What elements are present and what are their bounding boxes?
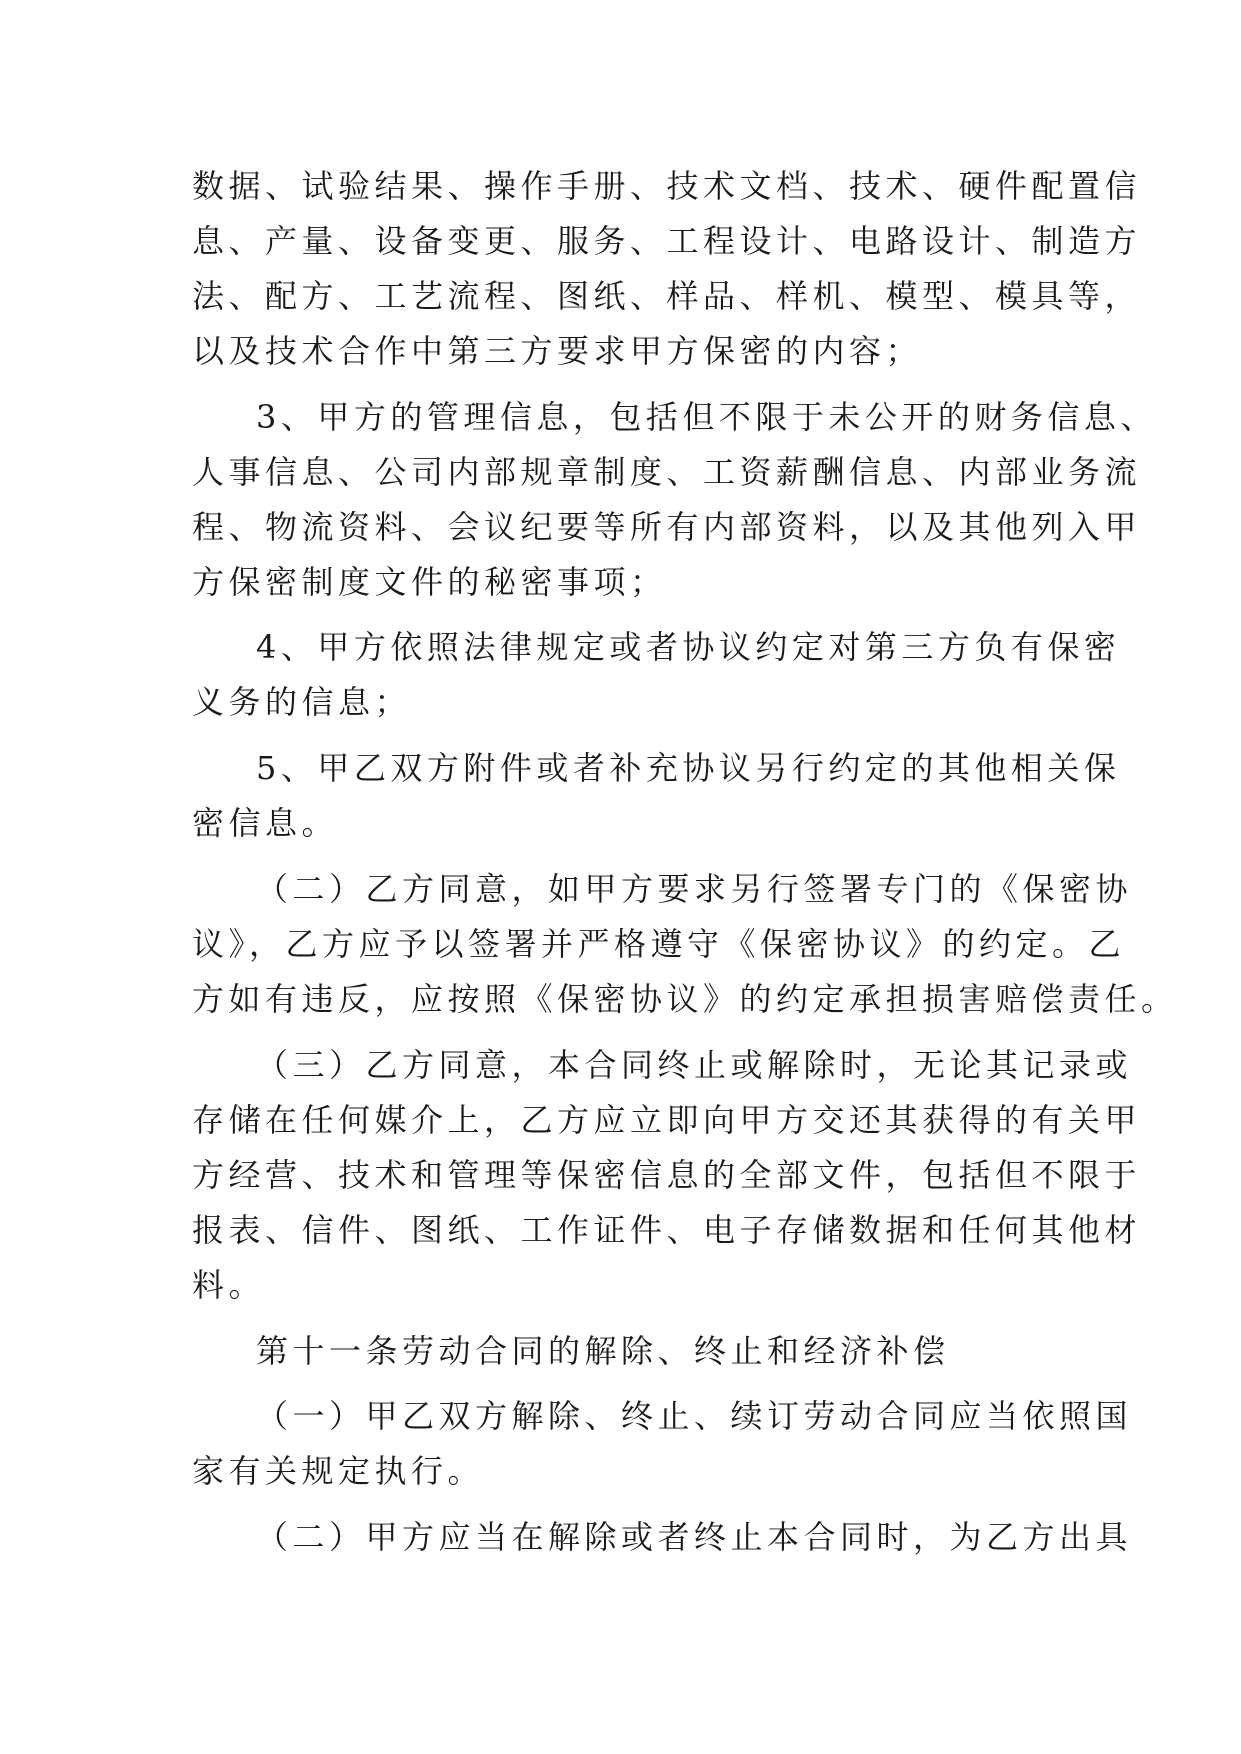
text-line: 存储在任何媒介上，乙方应立即向甲方交还其获得的有关甲 bbox=[192, 1101, 1142, 1139]
text-line: 义务的信息； bbox=[192, 683, 412, 721]
text-line: 密信息。 bbox=[192, 804, 339, 842]
text-line: 法、配方、工艺流程、图纸、样品、样机、模型、模具等， bbox=[192, 277, 1142, 315]
text-line: 数据、试验结果、操作手册、技术文档、技术、硬件配置信 bbox=[192, 167, 1142, 205]
text-line: 报表、信件、图纸、工作证件、电子存储数据和任何其他材 bbox=[192, 1211, 1142, 1249]
text-line: 程、物流资料、会议纪要等所有内部资料，以及其他列入甲 bbox=[192, 508, 1142, 546]
text-line: （三）乙方同意，本合同终止或解除时，无论其记录或 bbox=[256, 1046, 1133, 1084]
section-heading: 第十一条劳动合同的解除、终止和经济补偿 bbox=[256, 1332, 950, 1370]
text-line: 议》，乙方应予以签署并严格遵守《保密协议》的约定。乙 bbox=[192, 925, 1126, 963]
text-line: 息、产量、设备变更、服务、工程设计、电路设计、制造方 bbox=[192, 222, 1142, 260]
text-line: 料。 bbox=[192, 1266, 266, 1304]
text-line: （二）甲方应当在解除或者终止本合同时，为乙方出具 bbox=[256, 1518, 1133, 1556]
text-line: 方经营、技术和管理等保密信息的全部文件，包括但不限于 bbox=[192, 1156, 1142, 1194]
text-line: 方如有违反，应按照《保密协议》的约定承担损害赔偿责任。 bbox=[192, 980, 1178, 1018]
text-line: 人事信息、公司内部规章制度、工资薪酬信息、内部业务流 bbox=[192, 453, 1142, 491]
text-line: 3、甲方的管理信息，包括但不限于未公开的财务信息、 bbox=[256, 398, 1157, 436]
text-line: （二）乙方同意，如甲方要求另行签署专门的《保密协 bbox=[256, 870, 1133, 908]
text-line: 5、甲乙双方附件或者补充协议另行约定的其他相关保 bbox=[256, 749, 1121, 787]
text-line: 以及技术合作中第三方要求甲方保密的内容； bbox=[192, 332, 923, 370]
text-line: 方保密制度文件的秘密事项； bbox=[192, 563, 667, 601]
text-line: 家有关规定执行。 bbox=[192, 1452, 485, 1490]
text-line: （一）甲乙双方解除、终止、续订劳动合同应当依照国 bbox=[256, 1397, 1133, 1435]
text-line: 4、甲方依照法律规定或者协议约定对第三方负有保密 bbox=[256, 628, 1121, 666]
